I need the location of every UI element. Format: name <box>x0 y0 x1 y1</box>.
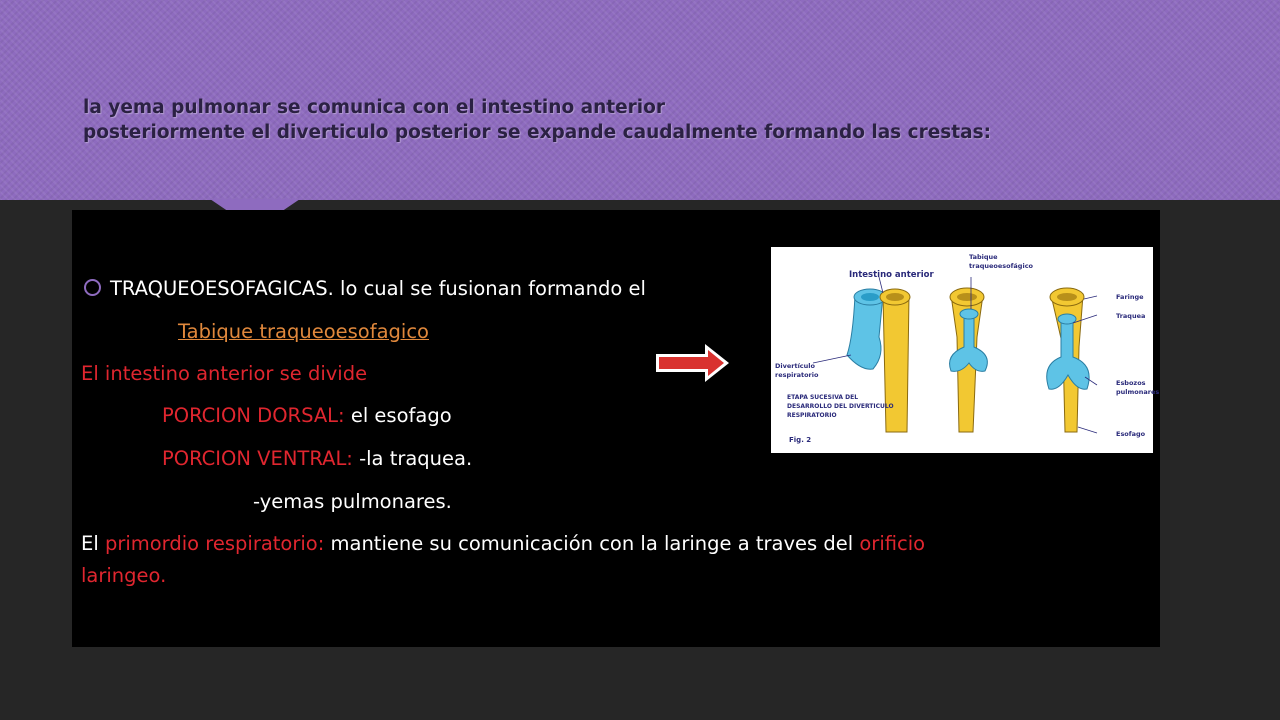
label-esbozos-2: pulmonares <box>1116 388 1160 396</box>
dorsal-value: el esofago <box>344 404 452 427</box>
tabique-link-line <box>178 320 429 343</box>
orificio-text: orificio <box>859 532 926 555</box>
label-intestino: Intestino anterior <box>849 270 934 280</box>
figure-illustration <box>771 247 1160 453</box>
caption-line-2: DESARROLLO DEL DIVERTICULO <box>787 403 894 410</box>
trachea-development-figure <box>771 247 1160 453</box>
title-line-1: la yema pulmonar se comunica con el intestino anterior <box>83 97 665 118</box>
slide-title <box>83 95 1193 145</box>
label-diverticulo-2: respiratorio <box>775 371 819 379</box>
yemas-line: -yemas pulmonares. <box>253 490 452 513</box>
stage-1-diagram <box>847 289 910 432</box>
laringeo-line: laringeo. <box>81 564 167 587</box>
title-line-2: posteriormente el diverticulo posterior se expande caudalmente formando las crestas: <box>83 122 992 143</box>
label-esbozos-1: Esbozos <box>1116 379 1146 387</box>
ventral-line <box>162 447 472 470</box>
circle-bullet-icon <box>84 279 101 296</box>
bullet-line <box>84 277 646 300</box>
primordio-label: primordio respiratorio: <box>104 532 325 555</box>
dorsal-line <box>162 404 452 427</box>
stage-3-diagram <box>1047 288 1089 432</box>
bullet-text: TRAQUEOESOFAGICAS. lo cual se fusionan formando el <box>110 277 646 300</box>
dorsal-label: PORCION DORSAL: <box>162 404 345 427</box>
primordio-line <box>81 532 925 555</box>
caption-line-3: RESPIRATORIO <box>787 412 837 419</box>
ventral-label: PORCION VENTRAL: <box>162 447 353 470</box>
fig-label: Fig. 2 <box>789 436 812 444</box>
header-notch <box>210 199 300 210</box>
primordio-pre: El <box>81 532 105 555</box>
primordio-mid: mantiene su comunicación con la laringe a traves del <box>324 532 860 555</box>
label-diverticulo-1: Divertículo <box>775 362 815 370</box>
tabique-link[interactable]: Tabique traqueoesofagico <box>178 320 429 343</box>
caption-line-1: ETAPA SUCESIVA DEL <box>787 394 859 401</box>
label-traquea: Traquea <box>1116 312 1146 320</box>
right-arrow-icon <box>655 343 731 383</box>
ventral-value: -la traquea. <box>352 447 473 470</box>
label-esofago: Esofago <box>1116 430 1146 438</box>
label-tabique-2: traqueoesofágico <box>969 262 1034 270</box>
label-tabique-1: Tabique <box>969 253 998 261</box>
divide-line: El intestino anterior se divide <box>81 362 368 385</box>
label-faringe: Faringe <box>1116 293 1144 301</box>
slide-header <box>0 0 1280 200</box>
stage-2-diagram <box>950 288 988 432</box>
